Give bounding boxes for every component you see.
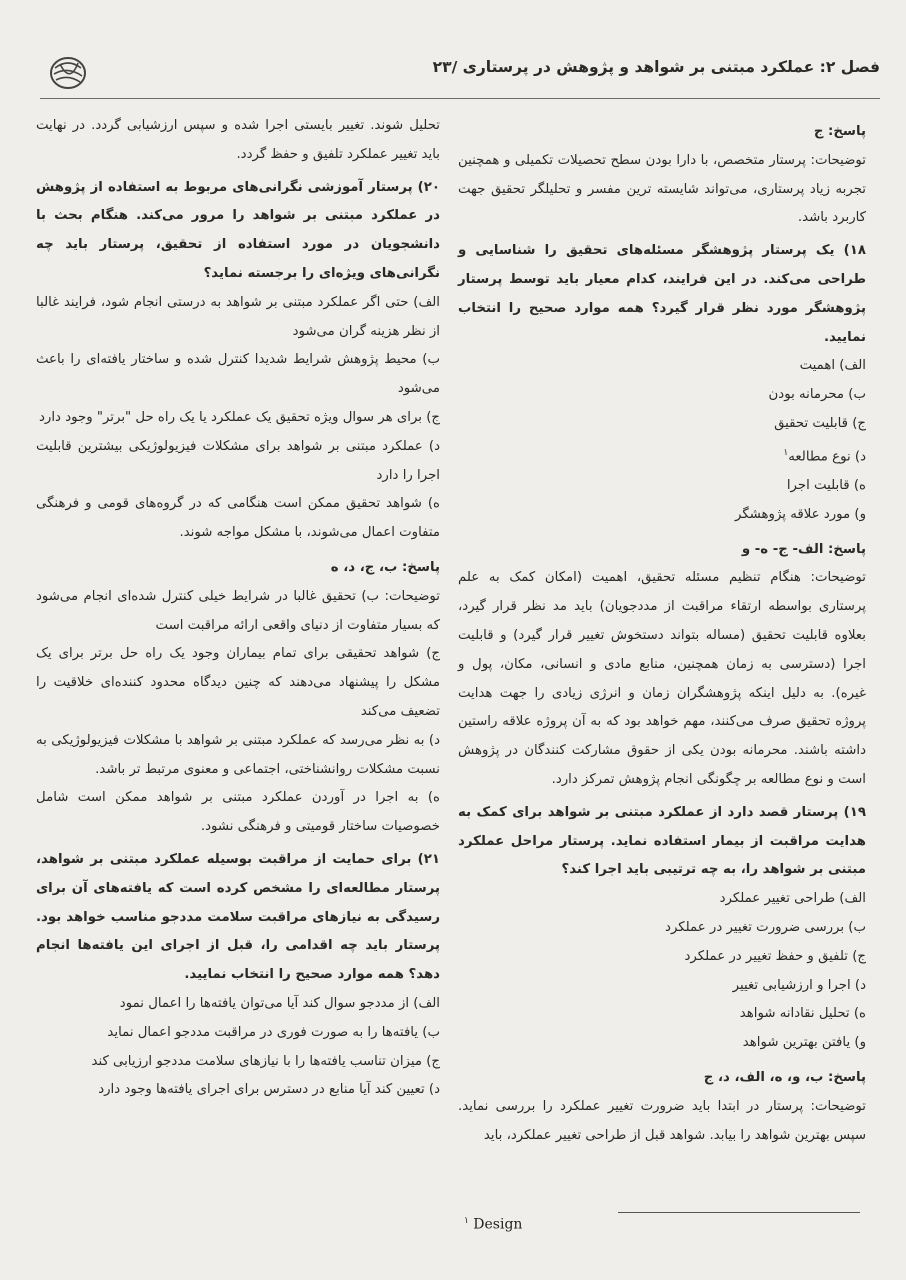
right-text: ج) قابلیت تحقیق bbox=[774, 415, 866, 431]
right-text: و) یافتن بهترین شواهد bbox=[742, 1035, 866, 1051]
left-text: ب) محیط پژوهش شرایط شدیدا کنترل شده و ساختار یافته‌ای را باعث می‌شود bbox=[36, 352, 440, 397]
left-question bbox=[36, 174, 440, 289]
right-column bbox=[458, 112, 866, 1150]
left-paragraph bbox=[36, 583, 440, 641]
left-paragraph bbox=[36, 784, 440, 842]
right-option bbox=[458, 472, 866, 501]
left-paragraph bbox=[36, 112, 440, 170]
left-paragraph bbox=[36, 289, 440, 347]
right-paragraph bbox=[458, 1093, 866, 1151]
right-text: ۱۹) پرستار قصد دارد از عملکرد مبتنی بر شواهد برای کمک به هدایت مراقبت از بیمار استفاده نماید. پرستار مراحل عملکرد مبتنی بر شواهد را، به چه ترتیبی باید اجرا کند؟ bbox=[458, 804, 866, 878]
right-text: توضیحات: پرستار در ابتدا باید ضرورت تغییر عملکرد را بررسی نماید. سپس بهترین شواهد را بیابد. شواهد قبل از طراحی تغییر عملکرد، باید bbox=[458, 1098, 866, 1143]
left-text: الف) از مددجو سوال کند آیا می‌توان یافته‌ها را اعمال نمود bbox=[119, 995, 440, 1011]
left-option bbox=[36, 1076, 440, 1105]
left-paragraph bbox=[36, 490, 440, 548]
right-text: د) نوع مطالعه bbox=[788, 449, 866, 465]
right-text: پاسخ: الف- ج- ه- و bbox=[741, 541, 866, 557]
right-text: الف) طراحی تغییر عملکرد bbox=[719, 891, 866, 907]
right-text: توضیحات: پرستار متخصص، با دارا بودن سطح تحصیلات تکمیلی و همچنین تجربه زیاد پرستاری، می‌تواند شایسته ترین مفسر و تحلیلگر تحقیق جهت کاربرد باشد. bbox=[458, 152, 866, 226]
page-header bbox=[40, 52, 880, 99]
right-text: ب) بررسی ضرورت تغییر در عملکرد bbox=[665, 919, 866, 935]
right-paragraph bbox=[458, 564, 866, 794]
right-text: د) اجرا و ارزشیابی تغییر bbox=[732, 977, 866, 993]
chapter-title: فصل ۲: عملکرد مبتنی بر شواهد و پژوهش در پرستاری /۲۳ bbox=[432, 58, 880, 76]
left-column bbox=[36, 112, 440, 1105]
right-text: توضیحات: هنگام تنظیم مسئله تحقیق، اهمیت (امکان کمک به علم پرستاری بواسطه ارتقاء مراقبت از مددجویان) باید مد نظر قرار گیرد، بعلاوه قابلیت تحقیق (مساله بتواند دستخوش تغییر قرار گیرد) و قابلیت اجرا (دسترسی به زمان همچنین، منابع مادی و انسانی، مکان، پول و غیره). به دلیل اینکه پژوهشگران زمان و انرژی زیادی را جهت هدایت پروژه تحقیق صرف می‌کنند، مهم خواهد بود که به آن پروژه علاقه راستین داشته باشند. محرمانه بودن یکی از حقوق مشارکت کنندگان در پژوهش است و نوع مطالعه بر چگونگی انجام پژوهش تمرکز دارد. bbox=[458, 570, 866, 787]
left-paragraph bbox=[36, 727, 440, 785]
left-text: توضیحات: ب) تحقیق غالبا در شرایط خیلی کنترل شده‌ای انجام می‌شود که بسیار متفاوت از دنیای واقعی ارائه مراقبت است bbox=[36, 588, 440, 633]
left-text: د) به نظر می‌رسد که عملکرد مبتنی بر شواهد با مشکلات فیزیولوژیکی به نسبت مشکلات روانشناختی، اجتماعی و معنوی مرتبط تر باشد. bbox=[36, 732, 440, 777]
right-option bbox=[458, 352, 866, 381]
left-paragraph bbox=[36, 346, 440, 404]
footnote-marker: ۱ bbox=[464, 1216, 469, 1226]
right-paragraph bbox=[458, 147, 866, 233]
right-option bbox=[458, 943, 866, 972]
right-option bbox=[458, 972, 866, 1001]
right-option bbox=[458, 501, 866, 530]
right-question bbox=[458, 237, 866, 352]
right-text: پاسخ: ج bbox=[813, 124, 866, 139]
footnote-text: Design bbox=[473, 1216, 523, 1233]
right-text: ب) محرمانه بودن bbox=[768, 387, 866, 403]
right-option bbox=[458, 914, 866, 943]
left-text: تحلیل شوند. تغییر بایستی اجرا شده و سپس ارزشیابی گردد. در نهایت باید تغییر عملکرد تلفیق و حفظ گردد. bbox=[36, 118, 440, 162]
right-answer-key bbox=[458, 1064, 866, 1093]
left-option bbox=[36, 1019, 440, 1048]
left-option bbox=[36, 1048, 440, 1077]
left-paragraph bbox=[36, 433, 440, 491]
right-answer-key bbox=[458, 536, 866, 565]
left-text: ۲۱) برای حمایت از مراقبت بوسیله عملکرد مبتنی بر شواهد، پرستار مطالعه‌ای را مشخص کرده است که یافته‌های آن برای رسیدگی به نیازهای مراقبت سلامت مددجو مناسب خواهد بود. پرستار باید چه اقدامی را، قبل از اجرای این یافته‌ها انجام دهد؟ همه موارد صحیح را انتخاب نمایید. bbox=[36, 851, 440, 983]
footnote-reference: ۱ bbox=[783, 447, 789, 458]
right-text: ج) تلفیق و حفظ تغییر در عملکرد bbox=[684, 948, 866, 964]
right-option bbox=[458, 885, 866, 914]
right-option bbox=[458, 381, 866, 410]
left-question bbox=[36, 846, 440, 990]
left-text: ه) به اجرا در آوردن عملکرد مبتنی بر شواهد ممکن است شامل خصوصیات ساختار قومیتی و فرهنگی نشود. bbox=[36, 790, 440, 835]
left-text: الف) حتی اگر عملکرد مبتنی بر شواهد به درستی انجام شود، فرایند غالبا از نظر هزینه گران می‌شود bbox=[36, 294, 440, 339]
left-text: ه) شواهد تحقیق ممکن است هنگامی که در گروه‌های قومی و فرهنگی متفاوت اعمال می‌شوند، با مشکل مواجه شوند. bbox=[36, 496, 440, 541]
left-paragraph bbox=[36, 404, 440, 433]
left-text: ب) یافته‌ها را به صورت فوری در مراقبت مددجو اعمال نماید bbox=[107, 1024, 440, 1040]
right-option bbox=[458, 1000, 866, 1029]
publisher-logo-icon bbox=[48, 54, 88, 92]
right-option bbox=[458, 439, 866, 472]
left-paragraph bbox=[36, 640, 440, 726]
right-option bbox=[458, 410, 866, 439]
left-answer-key bbox=[36, 554, 440, 583]
left-text: ج) میزان تناسب یافته‌ها را با نیازهای سلامت مددجو ارزیابی کند bbox=[91, 1053, 440, 1069]
right-text: ه) قابلیت اجرا bbox=[786, 477, 866, 493]
right-text: ۱۸) یک پرستار پژوهشگر مسئله‌های تحقیق را شناسایی و طراحی می‌کند. در این فرایند، کدام معیار باید توسط پرستار پژوهشگر مورد نظر قرار گیرد؟ همه موارد صحیح را انتخاب نمایید. bbox=[458, 243, 866, 345]
footnote-divider bbox=[618, 1212, 860, 1213]
left-text: پاسخ: ب، ج، د، ه bbox=[330, 559, 440, 575]
right-text: الف) اهمیت bbox=[799, 358, 866, 374]
right-text: ه) تحلیل نقادانه شواهد bbox=[739, 1006, 866, 1022]
right-option bbox=[458, 1029, 866, 1058]
left-text: ۲۰) پرستار آموزشی نگرانی‌های مربوط به استفاده از پژوهش در عملکرد مبتنی بر شواهد را مرور می‌کند. هنگام بحث با دانشجویان در مورد استفاده از تحقیق، پرستار باید چه نگرانی‌های ویژه‌ای را برجسته نماید؟ bbox=[36, 179, 440, 281]
footnote bbox=[464, 1216, 522, 1233]
left-option bbox=[36, 990, 440, 1019]
left-text: ج) شواهد تحقیقی برای تمام بیماران وجود یک راه حل برتر برای یک مشکل را پیشنهاد می‌دهند که چنین دیدگاه محدود کننده‌ای خلاقیت را تضعیف می‌کند bbox=[36, 646, 440, 719]
left-text: د) تعیین کند آیا منابع در دسترس برای اجرای یافته‌ها وجود دارد bbox=[98, 1082, 440, 1098]
left-text: د) عملکرد مبتنی بر شواهد برای مشکلات فیزیولوژیکی بیشترین قابلیت اجرا را دارد bbox=[36, 438, 440, 483]
right-text: پاسخ: ب، و، ه، الف، د، ج bbox=[703, 1069, 866, 1085]
left-text: ج) برای هر سوال ویژه تحقیق یک عملکرد یا یک راه حل "برتر" وجود دارد bbox=[39, 409, 440, 425]
right-answer-key bbox=[458, 118, 866, 147]
right-question bbox=[458, 799, 866, 885]
right-text: و) مورد علاقه پژوهشگر bbox=[735, 506, 866, 522]
